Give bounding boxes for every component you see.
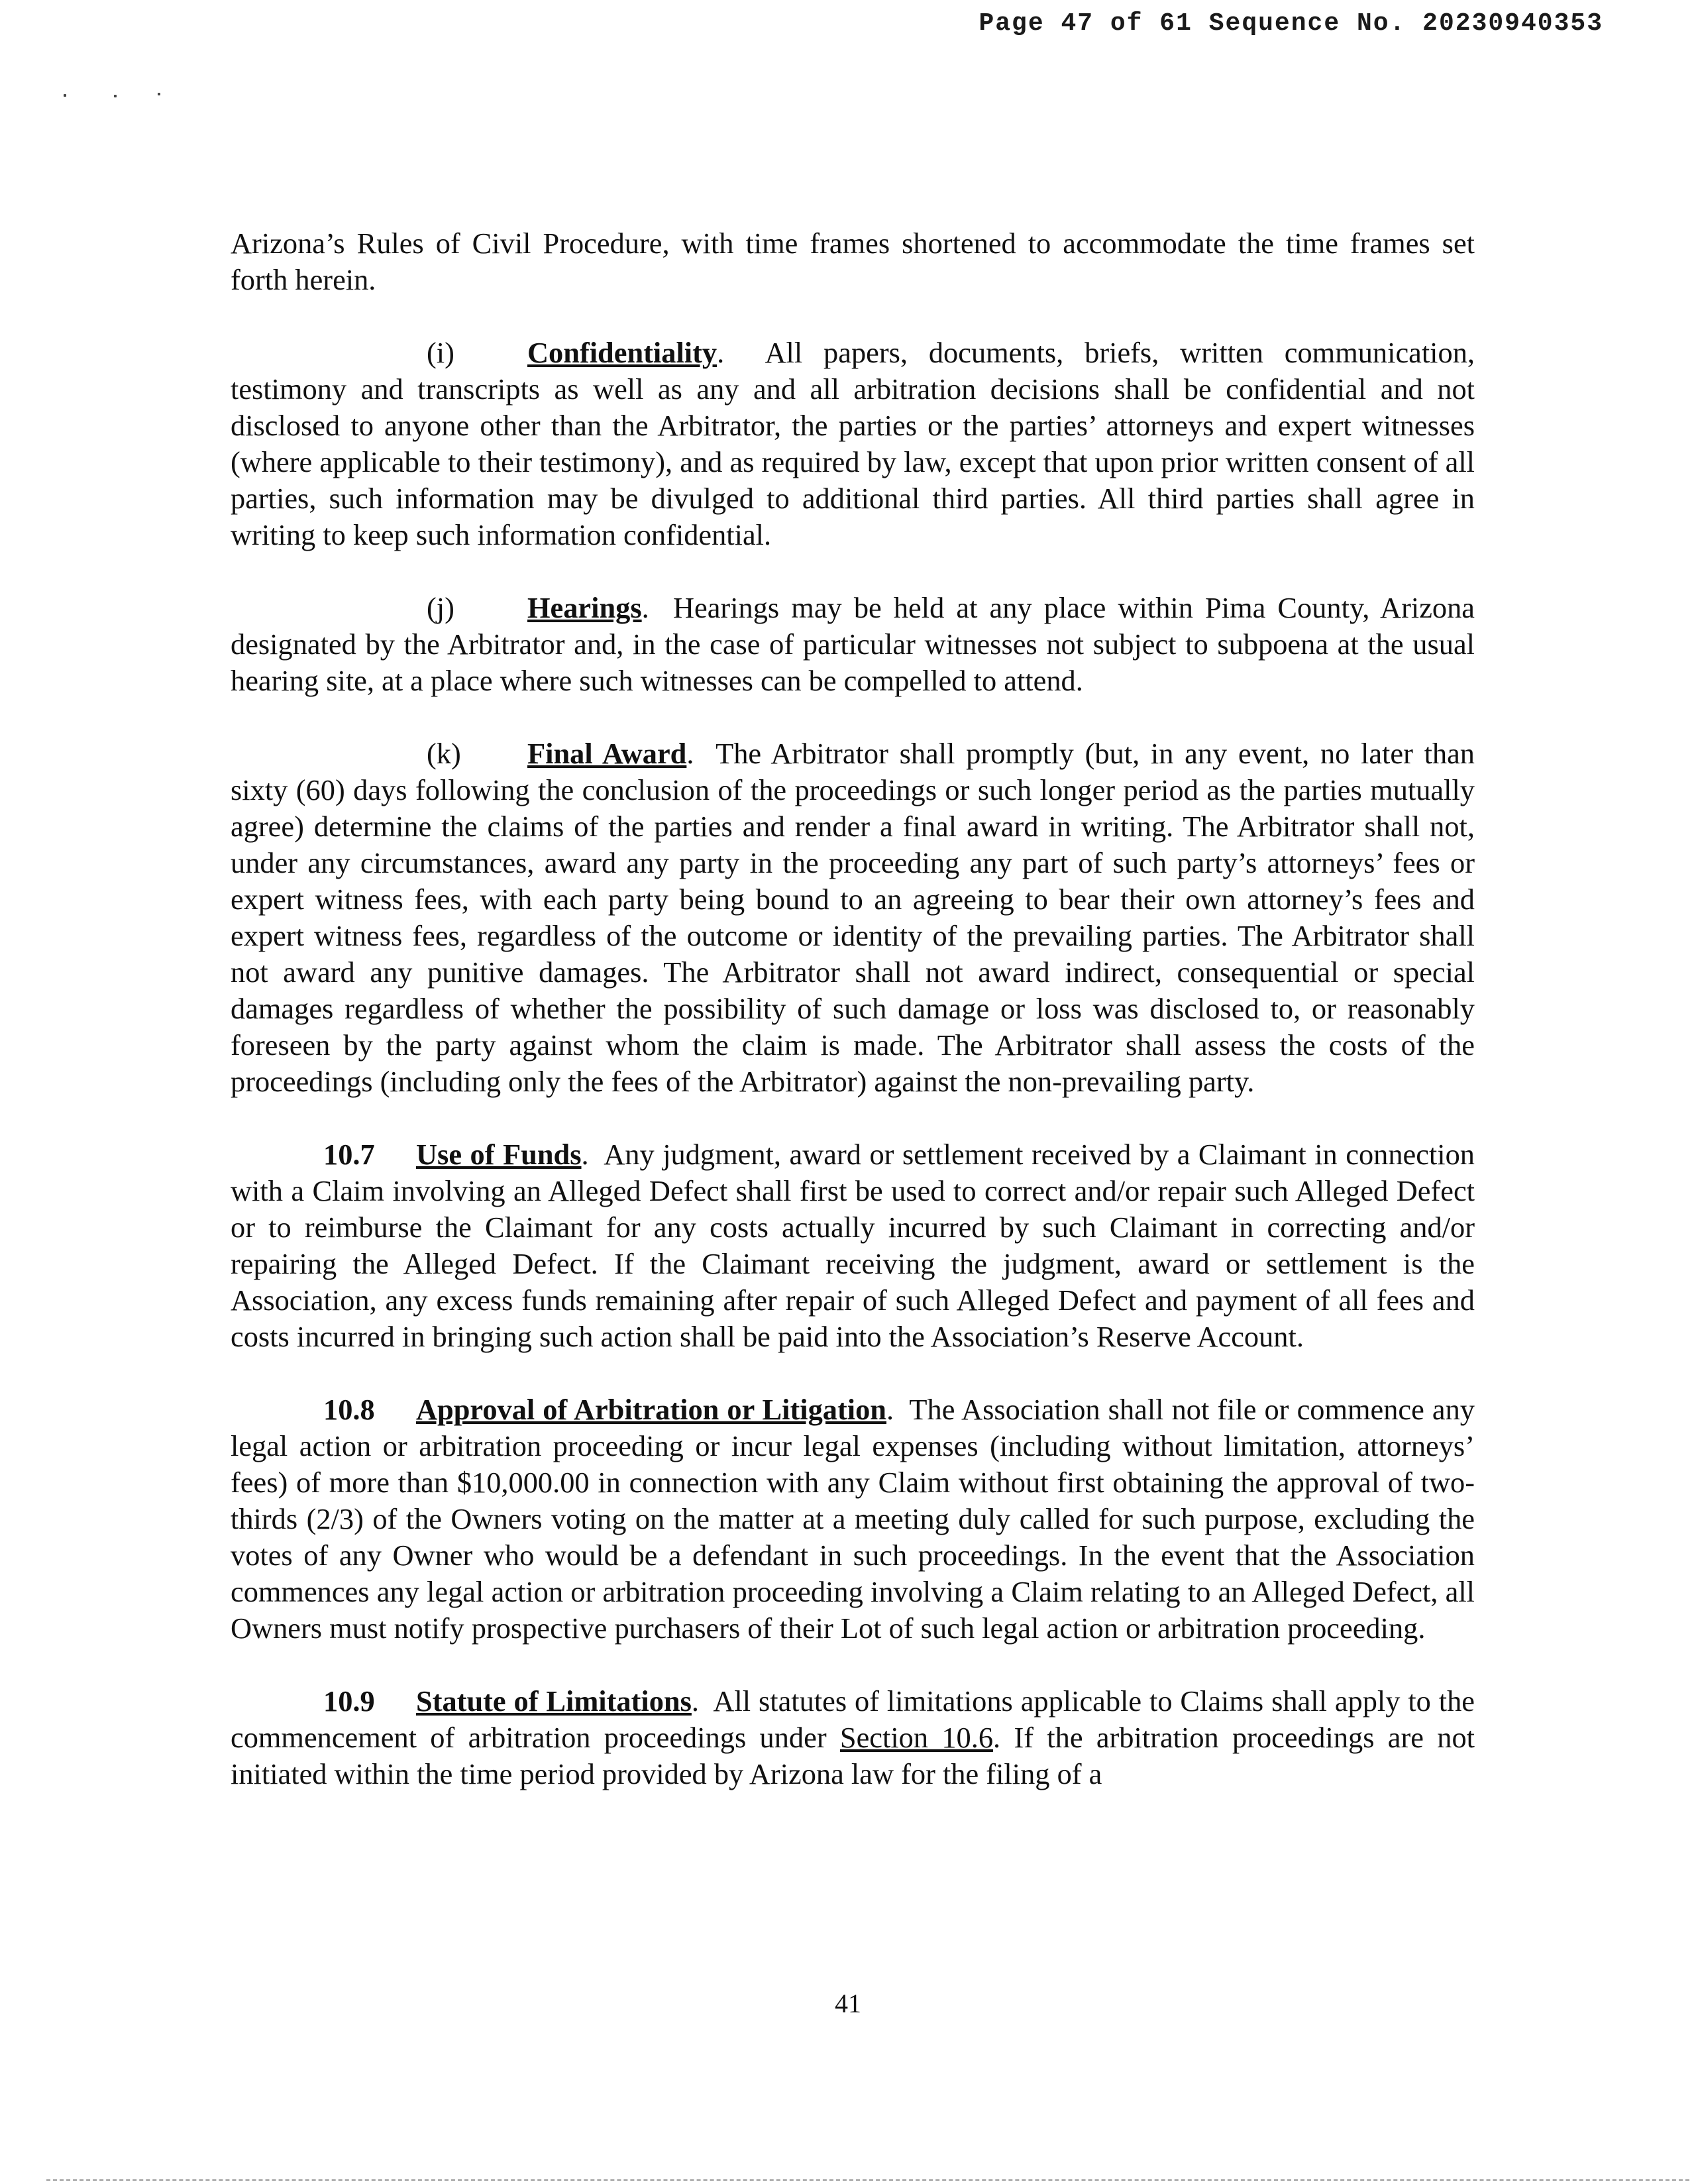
paragraph-text: The Arbitrator shall promptly (but, in any event, no later than sixty (60) days following the conclusion of the proceedings or such longer period as the parties mutually agree) determine the claims of the parties and render a final award in writing. The Arbitrator shall not, under any circumstances, award any party in the proceeding any part of such party’s attorneys’ fees or expert witness fees, with each party being bound to an agreeing to bear their own attorney’s fees and expert witness fees, regardless of the outcome or identity of the prevailing parties. The Arbitrator shall not award any punitive damages. The Arbitrator shall not award indirect, consequential or special damages regardless of whether the possibility of such damage or loss was disclosed to, or reasonably foreseen by the party against whom the claim is made. The Arbitrator shall assess the costs of the proceedings (including only the fees of the Arbitrator) against the non-prevailing party. [231, 737, 1475, 1098]
section-number: 10.7 [323, 1138, 375, 1171]
scan-edge-line [46, 2179, 1689, 2181]
section-title: Statute of Limitations [416, 1684, 692, 1718]
paragraph-text: All papers, documents, briefs, written communication, testimony and transcripts as well as any and all arbitration decisions shall be confidential and not disclosed to anyone other than the Arbitrator, the parties or the parties’ attorneys and expert witnesses (where applicable to their testimony), and as required by law, except that upon prior written consent of all parties, such information may be divulged to additional third parties. All third parties shall agree in writing to keep such information confidential. [231, 336, 1475, 551]
section-title: Final Award [527, 737, 687, 770]
section-title: Confidentiality [527, 336, 717, 369]
paragraph-confidentiality: (i) Confidentiality. All papers, documents, briefs, written communication, testimony and transcripts as well as any and all arbitration decisions shall be confidential and not disclosed to anyone other than the Arbitrator, the parties or the parties’ attorneys and expert witnesses (where applicable to their testimony), and as required by law, except that upon prior written consent of all parties, such information may be divulged to additional third parties. All third parties shall agree in writing to keep such information confidential. [231, 336, 1475, 551]
paragraph-label: (k) [427, 737, 461, 770]
section-10-8: 10.8 Approval of Arbitration or Litigation. The Association shall not file or commence any legal action or arbitration proceeding or incur legal expenses (including without limitation, attorneys’ fees) of more than $10,000.00 in connection with any Claim without first obtaining the approval of two-thirds (2/3) of the Owners voting on the matter at a meeting duly called for such purpose, excluding the votes of any Owner who would be a defendant in such proceedings. In the event that the Association commences any legal action or arbitration proceeding involving a Claim relating to an Alleged Defect, all Owners must notify prospective purchasers of their Lot of such legal action or arbitration proceeding. [231, 1393, 1475, 1645]
section-10-9: 10.9 Statute of Limitations. All statutes of limitations applicable to Claims shall apply to the commencement of arbitration proceedings under Section 10.6. If the arbitration proceedings are not initiated within the time period provided by Arizona law for the filing of a [231, 1684, 1475, 1790]
section-title: Hearings [527, 591, 642, 624]
paragraph-text: All statutes of limitations applicable to Claims shall apply to the commencement of arbitration proceedings under [231, 1684, 1475, 1754]
paragraph-label: (j) [427, 591, 454, 624]
paragraph-continuation [231, 225, 1475, 298]
section-number: 10.8 [323, 1393, 375, 1426]
paragraph-text: Any judgment, award or settlement received by a Claimant in connection with a Claim involving an Alleged Defect shall first be used to correct and/or repair such Alleged Defect or to reimburse the Claimant for any costs actually incurred by such Claimant in correcting and/or repairing the Alleged Defect. If the Claimant receiving the judgment, award or settlement is the Association, any excess funds remaining after repair of such Alleged Defect and payment of all fees and costs incurred in bringing such action shall be paid into the Association’s Reserve Account. [231, 1138, 1475, 1353]
scan-specks [64, 93, 183, 99]
paragraph-text: . If the arbitration proceedings are not initiated within the time period provided by Arizona law for the filing of a [231, 1721, 1475, 1790]
document-body [231, 225, 1475, 1829]
section-title: Use of Funds [416, 1138, 582, 1171]
section-10-7: 10.7 Use of Funds. Any judgment, award or settlement received by a Claimant in connection with a Claim involving an Alleged Defect shall first be used to correct and/or repair such Alleged Defect or to reimburse the Claimant for any costs actually incurred by such Claimant in correcting and/or repairing the Alleged Defect. If the Claimant receiving the judgment, award or settlement is the Association, any excess funds remaining after repair of such Alleged Defect and payment of all fees and costs incurred in bringing such action shall be paid into the Association’s Reserve Account. [231, 1138, 1475, 1353]
page-number: 41 [835, 1989, 861, 2018]
paragraph-final-award: (k) Final Award. The Arbitrator shall promptly (but, in any event, no later than sixty (60) days following the conclusion of the proceedings or such longer period as the parties mutually agree) determine the claims of the parties and render a final award in writing. The Arbitrator shall not, under any circumstances, award any party in the proceeding any part of such party’s attorneys’ fees or expert witness fees, with each party being bound to an agreeing to bear their own attorney’s fees and expert witness fees, regardless of the outcome or identity of the prevailing parties. The Arbitrator shall not award any punitive damages. The Arbitrator shall not award indirect, consequential or special damages regardless of whether the possibility of such damage or loss was disclosed to, or reasonably foreseen by the party against whom the claim is made. The Arbitrator shall assess the costs of the proceedings (including only the fees of the Arbitrator) against the non-prevailing party. [231, 737, 1475, 1098]
paragraph-text: The Association shall not file or commence any legal action or arbitration proceeding or incur legal expenses (including without limitation, attorneys’ fees) of more than $10,000.00 in connection with any Claim without first obtaining the approval of two-thirds (2/3) of the Owners voting on the matter at a meeting duly called for such purpose, excluding the votes of any Owner who would be a defendant in such proceedings. In the event that the Association commences any legal action or arbitration proceeding involving a Claim relating to an Alleged Defect, all Owners must notify prospective purchasers of their Lot of such legal action or arbitration proceeding. [231, 1393, 1475, 1645]
section-title: Approval of Arbitration or Litigation [416, 1393, 886, 1426]
paragraph-text: Hearings may be held at any place within Pima County, Arizona designated by the Arbitrator and, in the case of particular witnesses not subject to subpoena at the usual hearing site, at a place where such witnesses can be compelled to attend. [231, 591, 1475, 697]
section-number: 10.9 [323, 1684, 375, 1718]
paragraph-label: (i) [427, 336, 454, 369]
paragraph-hearings: (j) Hearings. Hearings may be held at any place within Pima County, Arizona designated by the Arbitrator and, in the case of particular witnesses not subject to subpoena at the usual hearing site, at a place where such witnesses can be compelled to attend. [231, 591, 1475, 697]
paragraph-text: Arizona’s Rules of Civil Procedure, with time frames shortened to accommodate the time frames set forth herein. [231, 227, 1475, 296]
section-cross-reference: Section 10.6 [839, 1721, 994, 1754]
sequence-header: Page 47 of 61 Sequence No. 20230940353 [979, 9, 1603, 38]
